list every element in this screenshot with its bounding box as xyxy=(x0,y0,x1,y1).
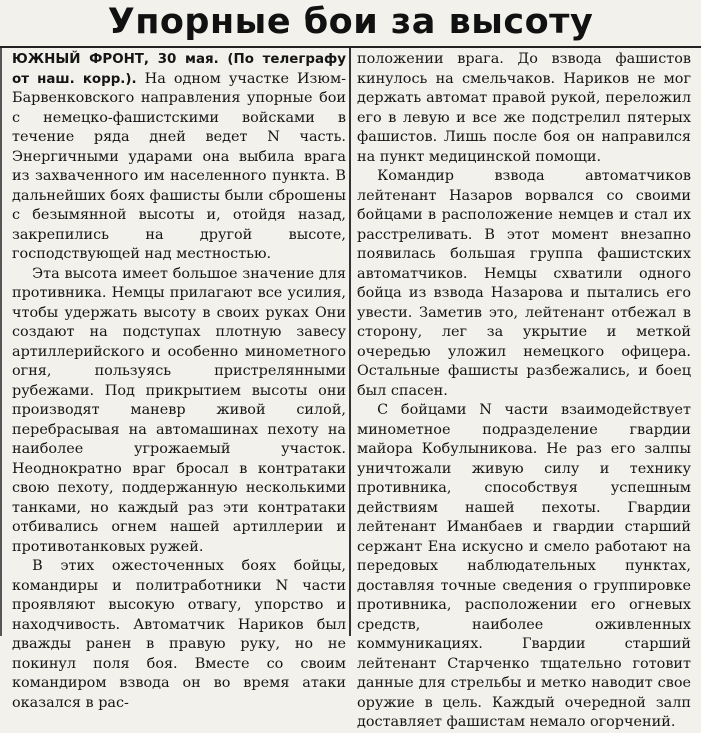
paragraph: Командир взвода автоматчиков лейтенант Назаров ворвался со своими бойцами в расположение немцев и стал их расстреливать. В этот момент внезапно появилась большая группа фашистских автоматчиков. Немцы схватили одного бойца из взвода Назарова и пытались его увести. Заметив это, лейтенант отбежал в сторону, лег за укрытие и меткой очередью уложил немецкого офицера. Остальные фашисты разбежались, и боец был спасен. xyxy=(357,168,691,399)
paragraph: С бойцами N части взаимодействует минометное подразделение гвардии майора Кобулыникова. Не раз его залпы уничтожали живую силу и технику противника, способствуя успешным действиям нашей пехоты. Гвардии лейтенант Иманбаев и гвардии старший сержант Ена искусно и смело работают на передовых наблюдательных пунктах, доставляя точные сведения о группировке противника, расположении его огневых средств, наиболее оживленных коммуникациях. Гвардии старший лейтенант Старченко тщательно готовит данные для стрельбы и метко наводит свое оружие в цель. Каждый очередной залп доставляет фашистам немало огорчений. xyxy=(357,402,691,730)
column-divider xyxy=(349,48,351,636)
headline: Упорные бои за высоту xyxy=(107,2,594,42)
paragraph: положении врага. До взвода фашистов кинулось на смельчаков. Нариков не мог держать автомат правой рукой, переложил его в левую и все же подстрелил пятерых фашистов. Лишь после боя он направился на пункт медицинской помощи. xyxy=(357,51,691,165)
dateline: ЮЖНЫЙ ФРОНТ, 30 мая. (По телеграфу от наш. корр.). xyxy=(12,52,346,87)
paragraph: Эта высота имеет большое значение для противника. Немцы прилагают все усилия, чтобы удержать высоту в своих руках Они создают на подступах плотную завесу артиллерийского и особенно минометного огня, пользуясь пристрелянными рубежами. Под прикрытием высоты они производят маневр живой силой, перебрасывая на автомашинах пехоту на наиболее угрожаемый участок. Неоднократно враг бросал в контратаки свою пехоту, поддержанную несколькими танками, но каждый раз эти контратаки отбивались огнем нашей артиллерии и противотанковых ружей. xyxy=(12,265,346,555)
headline-rule xyxy=(0,46,701,48)
paragraph: В этих ожесточенных боях бойцы, командиры и политработники N части проявляют высокую отвагу, упорство и находчивость. Автоматчик Нариков был дважды ранен в правую руку, но не покинул поля боя. Вместе со своим командиром взвода он во время атаки оказался в рас- xyxy=(12,558,346,711)
left-column xyxy=(12,50,346,711)
paragraph xyxy=(12,50,346,265)
page-edge-line xyxy=(0,48,2,636)
right-column xyxy=(357,50,691,730)
paragraph-text: На одном участке Изюм-Барвенковского направления упорные бои с немецко-фашистскими войсками в течение ряда дней ведет N часть. Энергичными ударами она выбила врага из захваченного им населенного пункта. В дальнейших боях фашисты были сброшены с безымянной высоты и, отойдя назад, закрепились на другой высоте, господствующей над местностью. xyxy=(12,70,346,262)
